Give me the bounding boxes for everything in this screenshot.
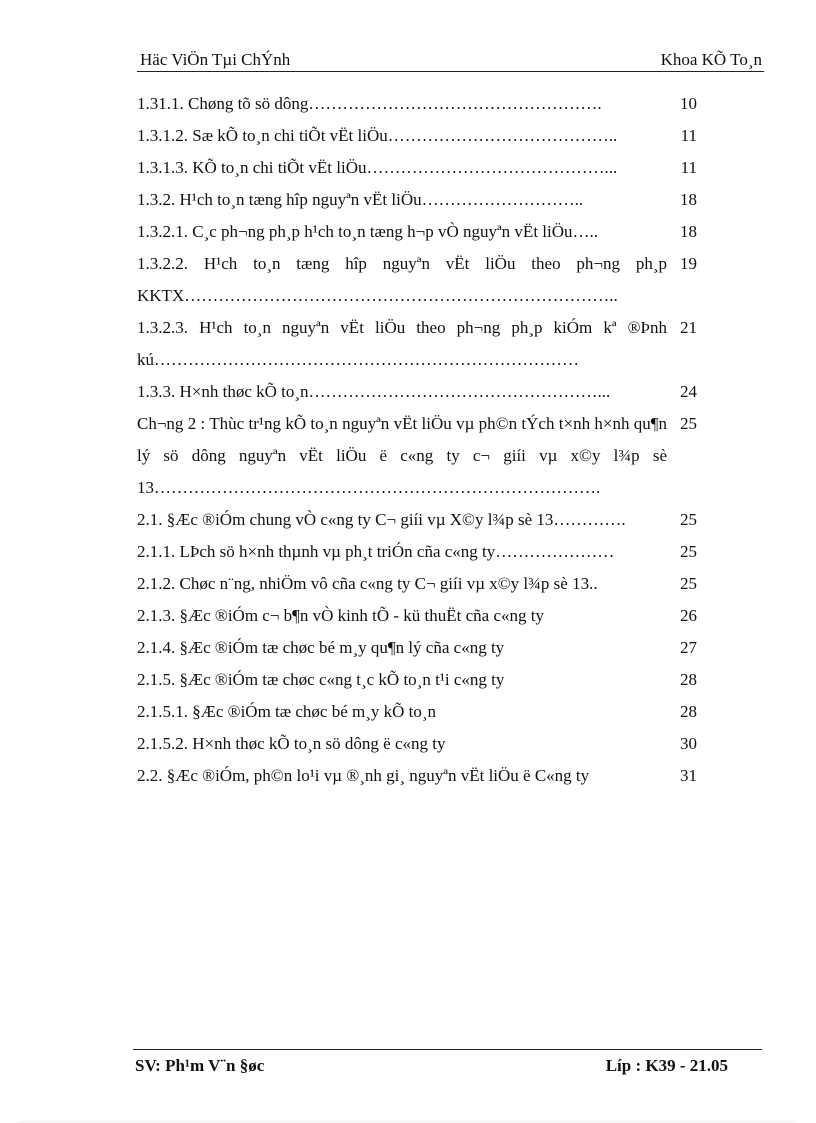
toc-entry-text: 2.1.1. LÞch sö h×nh thµnh vµ ph¸t triÓn cña c«ng ty………………… xyxy=(137,542,615,561)
toc-entry-page: 24 xyxy=(680,382,697,401)
toc-entry-page: 19 xyxy=(680,254,697,273)
toc-entry-page: 11 xyxy=(680,158,697,177)
toc-entry-text: 2.1.3. §Æc ®iÓm c¬ b¶n vÒ kinh tÕ - kü thuËt cña c«ng ty xyxy=(137,606,544,625)
toc-entry xyxy=(137,696,697,728)
toc-entry-page: 25 xyxy=(680,510,697,529)
page-footer xyxy=(133,1049,762,1079)
toc-entry xyxy=(137,600,697,632)
header-faculty: Khoa KÕ To¸n xyxy=(660,50,762,69)
toc-entry-page: 21 xyxy=(680,318,697,337)
toc-entry xyxy=(137,152,697,184)
toc-entry xyxy=(137,312,697,376)
toc-entry-text: 1.3.1.2. Sæ kÕ to¸n chi tiÕt vËt liÖu………………………………….. xyxy=(137,126,618,145)
toc-entry xyxy=(137,728,697,760)
page-edge-divider xyxy=(20,1121,796,1122)
toc-entry xyxy=(137,568,697,600)
toc-entry-page: 25 xyxy=(680,574,697,593)
toc-entry-text: 1.31.1. Chøng tõ sö dông……………………………………………. xyxy=(137,94,602,113)
toc-entry-text: 2.2. §Æc ®iÓm, ph©n lo¹i vµ ®¸nh gi¸ nguyªn vËt liÖu ë C«ng ty xyxy=(137,766,590,785)
toc-entry xyxy=(137,120,697,152)
footer-student: SV: Ph¹m V¨n §øc xyxy=(135,1056,265,1075)
toc-entry xyxy=(137,408,697,504)
toc-entry xyxy=(137,664,697,696)
toc-entry-text: 1.3.2. H¹ch to¸n tæng hîp nguyªn vËt liÖu……………………….. xyxy=(137,190,584,209)
toc-entry-text: 1.3.2.3. H¹ch to¸n nguyªn vËt liÖu theo ph¬ng ph¸p kiÓm kª ®Þnh kú………………………………………………………………… xyxy=(137,318,667,369)
toc-entry-text: 1.3.3. H×nh thøc kÕ to¸n……………………………………………... xyxy=(137,382,611,401)
toc-entry-page: 30 xyxy=(680,734,697,753)
page-header xyxy=(137,50,764,72)
toc-entry-text: 2.1.5.2. H×nh thøc kÕ to¸n sö dông ë c«ng ty xyxy=(137,734,446,753)
toc-entry xyxy=(137,184,697,216)
table-of-contents xyxy=(137,88,697,792)
toc-entry-text: 2.1.5.1. §Æc ®iÓm tæ chøc bé m¸y kÕ to¸n xyxy=(137,702,437,721)
toc-entry-text: 2.1.5. §Æc ®iÓm tæ chøc c«ng t¸c kÕ to¸n t¹i c«ng ty xyxy=(137,670,505,689)
toc-entry xyxy=(137,216,697,248)
toc-entry xyxy=(137,632,697,664)
toc-entry xyxy=(137,248,697,312)
toc-entry-page: 31 xyxy=(680,766,697,785)
toc-entry-page: 18 xyxy=(680,222,697,241)
toc-entry-page: 26 xyxy=(680,606,697,625)
toc-entry-page: 10 xyxy=(680,94,697,113)
toc-entry xyxy=(137,376,697,408)
footer-class: Líp : K39 - 21.05 xyxy=(605,1056,728,1075)
toc-entry xyxy=(137,504,697,536)
toc-entry-page: 18 xyxy=(680,190,697,209)
toc-entry-page: 28 xyxy=(680,702,697,721)
toc-entry xyxy=(137,88,697,120)
toc-entry-page: 11 xyxy=(680,126,697,145)
toc-entry-text: 2.1. §Æc ®iÓm chung vÒ c«ng ty C¬ giíi vµ X©y l¾p sè 13…………. xyxy=(137,510,626,529)
toc-entry-text: 1.3.1.3. KÕ to¸n chi tiÕt vËt liÖu……………………………………... xyxy=(137,158,618,177)
toc-entry-text: 2.1.4. §Æc ®iÓm tæ chøc bé m¸y qu¶n lý cña c«ng ty xyxy=(137,638,505,657)
header-institution: Häc ViÖn Tµi ChÝnh xyxy=(140,50,291,69)
toc-entry-text: Ch¬ng 2 : Thùc tr¹ng kÕ to¸n nguyªn vËt liÖu vµ ph©n tÝch t×nh h×nh qu¶n lý sö dông nguyªn vËt liÖu ë c«ng ty c¬ giíi vµ x©y l¾p sè 13……………………………………………………………………. xyxy=(137,414,667,497)
toc-entry xyxy=(137,760,697,792)
toc-entry-page: 25 xyxy=(680,414,697,433)
toc-entry xyxy=(137,536,697,568)
toc-entry-page: 27 xyxy=(680,638,697,657)
toc-entry-page: 28 xyxy=(680,670,697,689)
toc-entry-page: 25 xyxy=(680,542,697,561)
toc-entry-text: 2.1.2. Chøc n¨ng, nhiÖm vô cña c«ng ty C¬ giíi vµ x©y l¾p sè 13.. xyxy=(137,574,598,593)
toc-entry-text: 1.3.2.1. C¸c ph¬ng ph¸p h¹ch to¸n tæng h¬p vÒ nguyªn vËt liÖu….. xyxy=(137,222,599,241)
toc-entry-text: 1.3.2.2. H¹ch to¸n tæng hîp nguyªn vËt liÖu theo ph¬ng ph¸p KKTX………………………………………………………………….. xyxy=(137,254,667,305)
